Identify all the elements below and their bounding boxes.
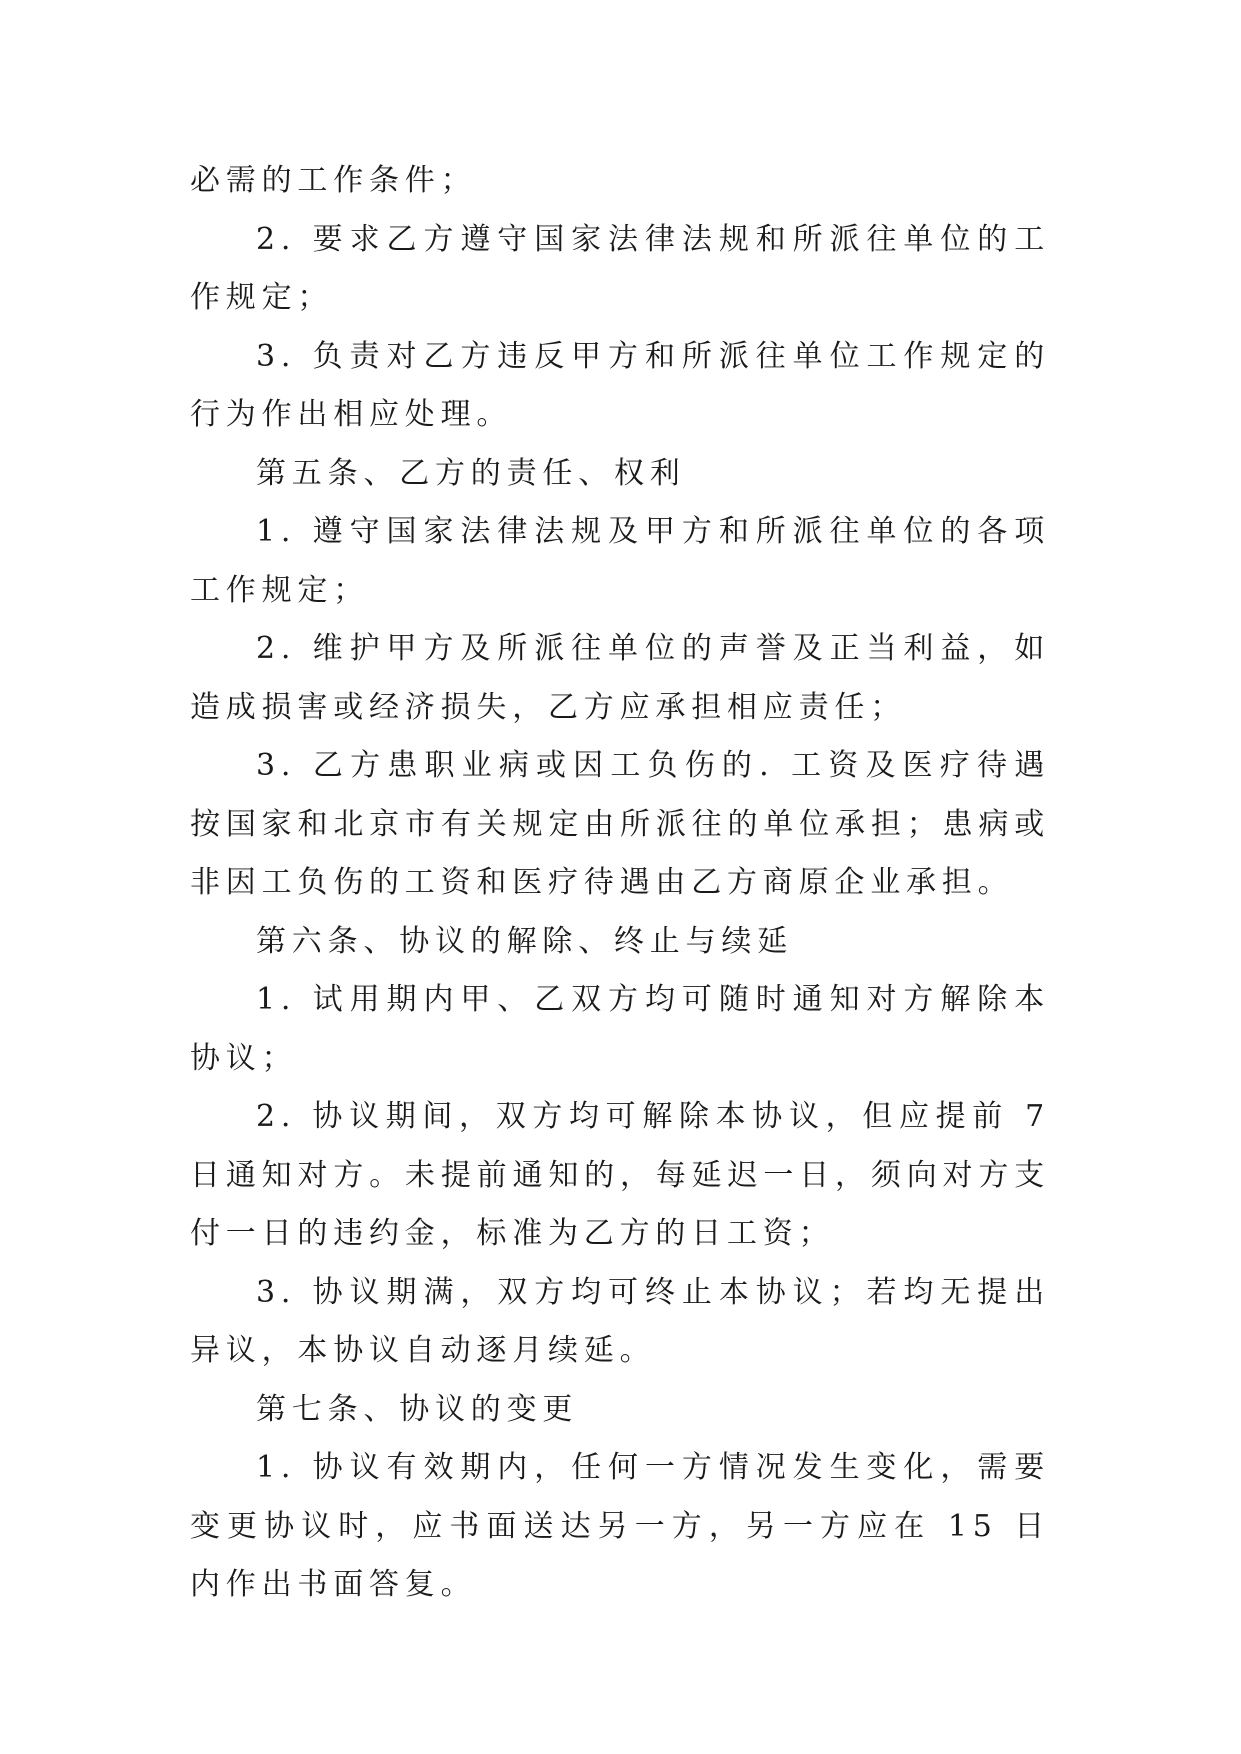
paragraph-article-7-item-1: 1. 协议有效期内，任何一方情况发生变化，需要变更协议时，应书面送达另一方，另一方应在 15 日内作出书面答复。 [190,1450,1050,1602]
paragraph-article-6-item-3: 3. 协议期满，双方均可终止本协议；若均无提出异议，本协议自动逐月续延。 [190,1274,1050,1368]
section-heading-article-5: 第五条、乙方的责任、权利 [256,455,686,491]
paragraph-party-a-item-3: 3. 负责对乙方违反甲方和所派往单位工作规定的行为作出相应处理。 [190,338,1050,432]
paragraph-party-a-item-2: 2. 要求乙方遵守国家法律法规和所派往单位的工作规定； [190,221,1050,315]
paragraph-article-5-item-2: 2. 维护甲方及所派往单位的声誉及正当利益，如造成损害或经济损失，乙方应承担相应责任； [190,631,1050,725]
section-heading-article-7: 第七条、协议的变更 [256,1391,579,1427]
paragraph-article-5-item-1: 1. 遵守国家法律法规及甲方和所派往单位的各项工作规定； [190,514,1050,608]
section-heading-article-6: 第六条、协议的解除、终止与续延 [256,923,793,959]
document-page [190,152,1050,1615]
paragraph-article-6-item-2: 2. 协议期间，双方均可解除本协议，但应提前 7 日通知对方。未提前通知的，每延迟一日，须向对方支付一日的违约金，标准为乙方的日工资； [190,1099,1050,1251]
paragraph-work-conditions: 必需的工作条件； [190,163,477,198]
paragraph-article-6-item-1: 1. 试用期内甲、乙双方均可随时通知对方解除本协议； [190,982,1050,1076]
paragraph-article-5-item-3: 3. 乙方患职业病或因工负伤的. 工资及医疗待遇按国家和北京市有关规定由所派往的单位承担；患病或非因工负伤的工资和医疗待遇由乙方商原企业承担。 [190,748,1050,900]
